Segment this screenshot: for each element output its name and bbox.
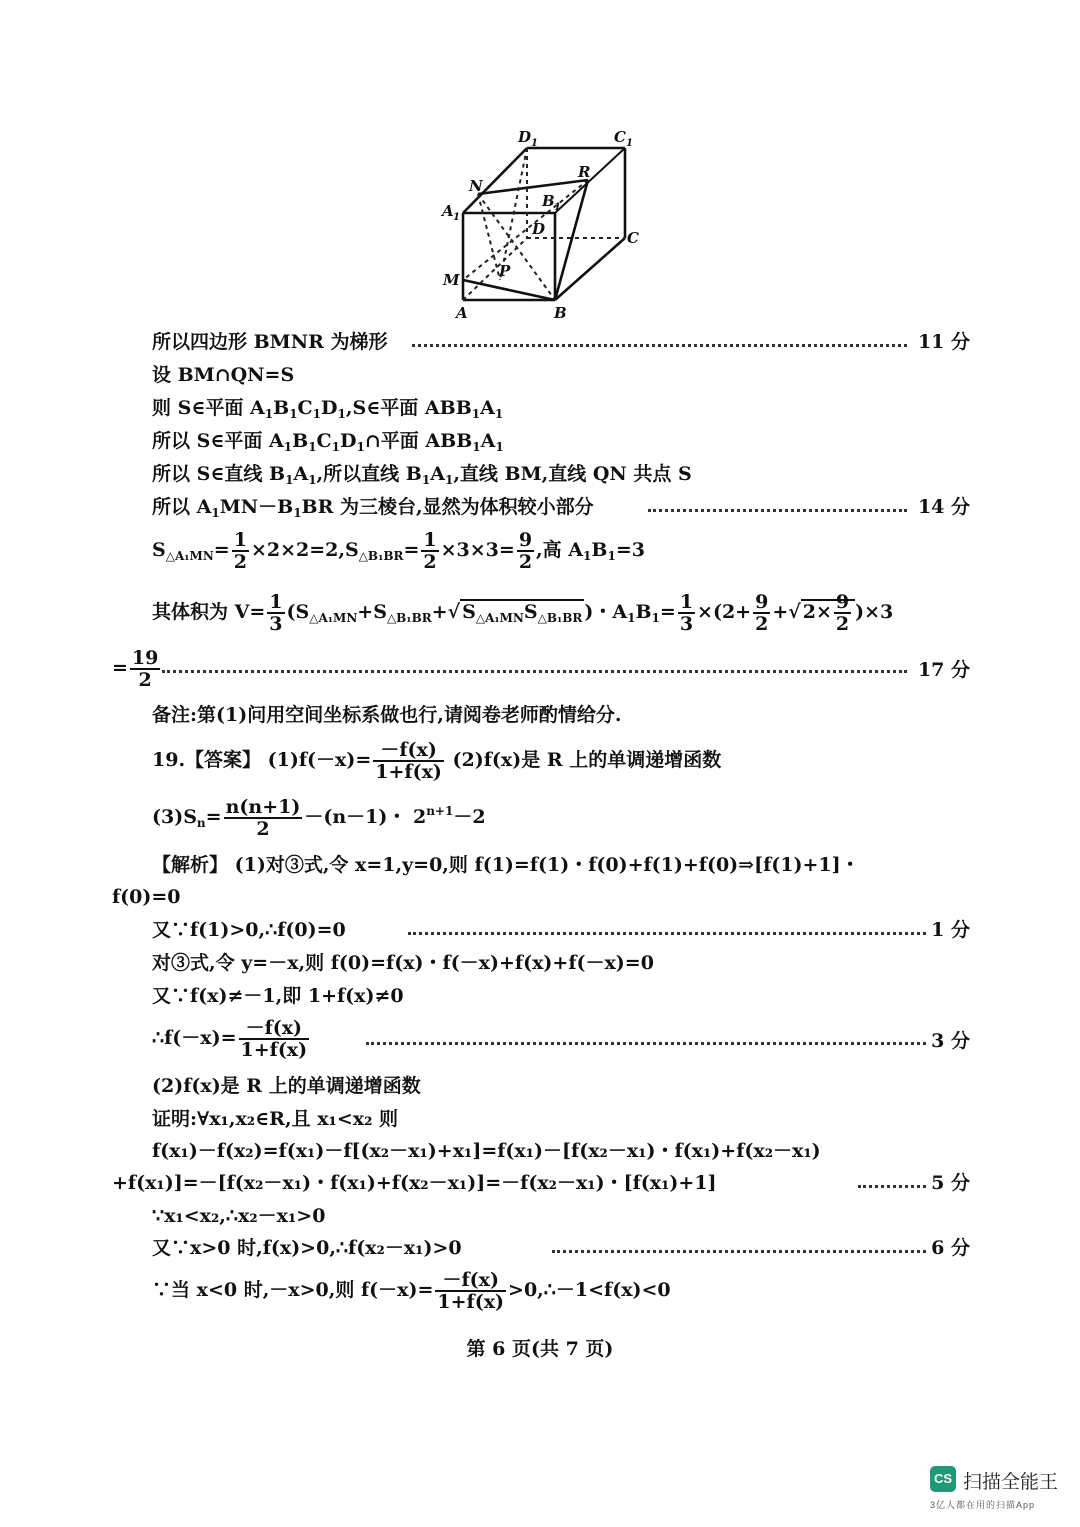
text-line: 设 BM∩QN=S <box>152 364 295 386</box>
text-line: 又∵f(x)≠－1,即 1+f(x)≠0 <box>152 985 404 1007</box>
text-line: 证明:∀x₁,x₂∈R,且 x₁<x₂ 则 <box>152 1108 399 1130</box>
formula-line: ∴f(－x)= $\frac{-f(x)}{1+f(x)}$ <box>152 1017 308 1061</box>
text-line: 对③式,令 y=－x,则 f(0)=f(x)・f(－x)+f(x)+f(－x)=0 <box>152 952 654 974</box>
score: 11 分 <box>917 331 970 353</box>
score: 14 分 <box>917 496 970 518</box>
watermark-title: 扫描全能王 <box>963 1472 1059 1493</box>
label-r: R <box>578 163 591 181</box>
formula-line: $(3)S_n=$ $\frac{n(n+1)}{2}$ －(n－1)・ $2^{n+1}-2$ <box>152 796 486 840</box>
label-m: M <box>443 271 460 289</box>
text-line: 所以 S∈平面 $A_1B_1C_1D_1\cap$平面 $ABB_1A_1$ <box>152 430 504 454</box>
svg-text:1: 1 <box>626 138 633 149</box>
label-b: B <box>554 304 567 322</box>
score: 1 分 <box>931 919 970 941</box>
label-p: P <box>499 262 511 280</box>
formula-line: 其体积为 V= $\frac{1}{3}$ ($S_{\triangle A_1MN}+S_{\triangle B_1BR}+√$ $S_{\triangle A_1MN}S_{\triangle B_1BR}$ )・$A_1B_1=$ $\frac{1}{3}$ ×(2+ $\frac{9}{2}$ +√ 2× $\frac{9}{2}$ )×3 <box>152 591 894 635</box>
label-n: N <box>469 177 483 195</box>
score: 17 分 <box>917 659 970 681</box>
svg-text:1: 1 <box>531 138 538 149</box>
svg-text:1: 1 <box>453 212 460 223</box>
formula-line: ∵当 x<0 时,－x>0,则 f(－x)= $\frac{-f(x)}{1+f(x)}$ >0,∴－1<f(x)<0 <box>152 1269 671 1313</box>
label-a1: A <box>442 202 454 220</box>
text-line: 则 S∈平面 $A_1B_1C_1D_1,S\in$平面 $ABB_1A_1$ <box>152 397 504 421</box>
text-line: 又∵x>0 时,f(x)>0,∴f(x₂－x₁)>0 <box>152 1237 462 1259</box>
text-line: 所以 S∈直线 $B_1A_1$,所以直线 $B_1A_1$,直线 BM,直线 QN 共点 S <box>152 463 692 487</box>
prism-figure <box>0 0 1080 330</box>
score: 3 分 <box>931 1030 970 1052</box>
formula-line: $S_{\triangle A_1MN}=$ $\frac{1}{2}$ $\times 2\times 2=2,S_{\triangle B_1BR}=$ $\frac{1}{2}$ ×3×3= $\frac{9}{2}$ ,高 $A_1B_1=3$ <box>152 529 645 573</box>
text-line: f(x₁)－f(x₂)=f(x₁)－f[(x₂－x₁)+x₁]=f(x₁)－[f(x₂－x₁)・f(x₁)+f(x₂－x₁) <box>152 1140 821 1162</box>
text-line: 又∵f(1)>0,∴f(0)=0 <box>152 919 346 941</box>
formula-line: 19.【答案】 (1)f(－x)= $\frac{-f(x)}{1+f(x)}$ (2)f(x)是 R 上的单调递增函数 <box>152 739 722 783</box>
text-line: 所以四边形 BMNR 为梯形 <box>152 331 388 353</box>
label-d1: D <box>518 128 532 146</box>
score: 6 分 <box>931 1237 970 1259</box>
text-line: 【解析】 (1)对③式,令 x=1,y=0,则 f(1)=f(1)・f(0)+f(1)+f(0)⇒[f(1)+1]・ <box>152 854 860 876</box>
text-line: +f(x₁)]=－[f(x₂－x₁)・f(x₁)+f(x₂－x₁)]=－f(x₂－x₁)・[f(x₁)+1] <box>112 1172 717 1194</box>
formula-line: = $\frac{19}{2}$ <box>112 647 159 691</box>
page-footer: 第 6 页(共 7 页) <box>466 1338 614 1360</box>
svg-text:1: 1 <box>554 202 561 213</box>
text-line: ∵x₁<x₂,∴x₂－x₁>0 <box>152 1205 326 1227</box>
text-line: 备注:第(1)问用空间坐标系做也行,请阅卷老师酌情给分. <box>152 704 622 726</box>
label-a: A <box>456 304 468 322</box>
label-b1: B <box>542 192 555 210</box>
label-c: C <box>627 229 639 247</box>
cs-logo-icon: CS <box>930 1466 956 1492</box>
watermark-subtitle: 3亿人都在用的扫描App <box>930 1500 1036 1510</box>
label-c1: C <box>614 128 626 146</box>
text-line: (2)f(x)是 R 上的单调递增函数 <box>152 1075 421 1097</box>
score: 5 分 <box>931 1172 970 1194</box>
label-d: D <box>532 220 546 238</box>
text-line: 所以 $A_1MN-B_1BR$ 为三棱台,显然为体积较小部分 <box>152 496 594 520</box>
text-line: f(0)=0 <box>112 886 181 908</box>
